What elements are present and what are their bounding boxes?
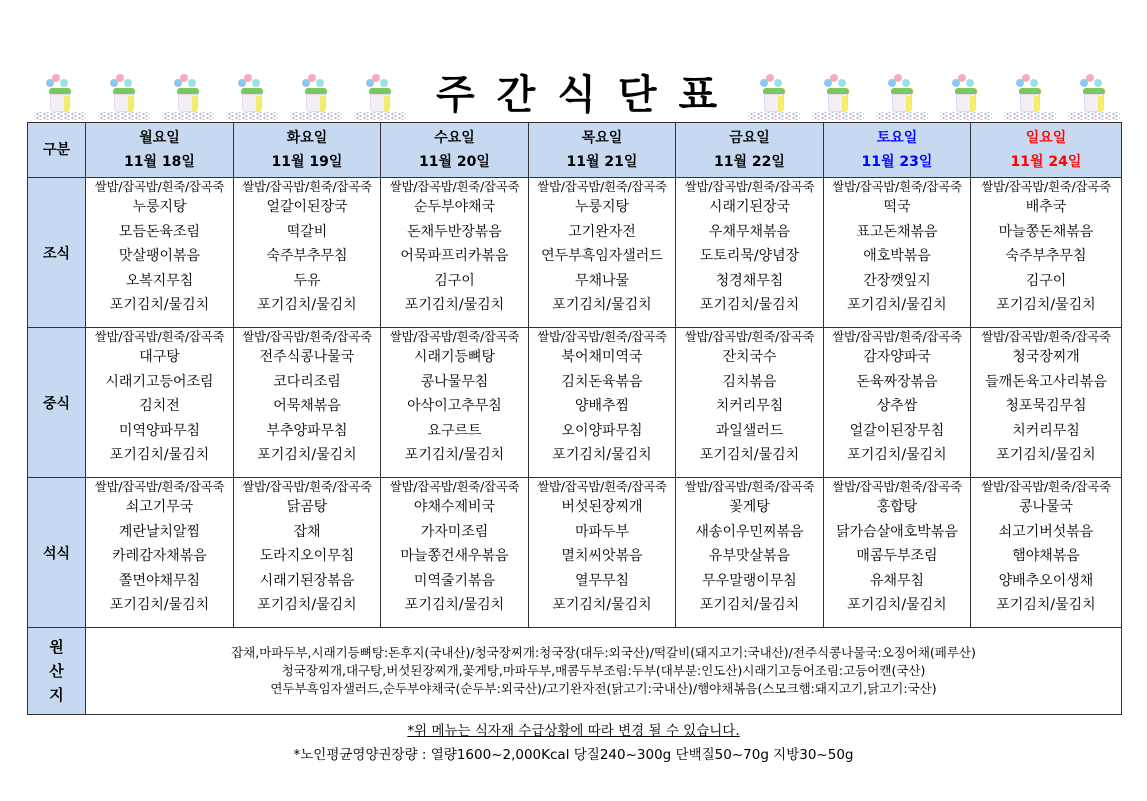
origin-line: 연두부흑임자샐러드,순두부야채국(순두부:외국산)/고기완자전(닭고기:국내산)/햄야채볶음(스모크햄:돼지고기,닭고기:국산) (270, 681, 937, 696)
meal-cell-tue (234, 328, 381, 478)
date-label: 11월 21일 (566, 154, 638, 170)
dish-item: 마늘쫑건새우볶음 (400, 548, 509, 564)
meal-cell-sat (824, 178, 971, 328)
dish-item: 포기김치/물김치 (404, 447, 505, 463)
dish-item: 고기완자전 (568, 223, 636, 240)
weekly-menu-table (27, 122, 1122, 715)
meal-cell-wed (381, 178, 529, 328)
dish-item: 어묵채볶음 (273, 398, 341, 414)
day-header-mon (86, 123, 234, 178)
staple-options: 쌀밥/잡곡밥/흰죽/잡곡죽 (242, 179, 372, 194)
dish-item: 떡갈비 (286, 223, 328, 240)
flower-decoration-right (742, 66, 1126, 122)
dish-item: 청경채무침 (715, 272, 784, 289)
dish-item: 미역줄기볶음 (413, 572, 496, 589)
meal-cell-wed (381, 478, 529, 628)
date-label: 11월 18일 (124, 154, 195, 170)
staple-options: 쌀밥/잡곡밥/흰죽/잡곡죽 (389, 479, 520, 494)
flower-decoration-left (28, 66, 412, 122)
dish-item: 포기김치/물김치 (552, 447, 652, 463)
dish-item: 미역양파무침 (118, 422, 201, 439)
flower-pot-icon (870, 66, 934, 122)
flower-pot-icon (92, 66, 156, 122)
day-header-thu (529, 123, 676, 178)
dish-item: 포기김치/물김치 (699, 597, 800, 613)
dish-item: 새송이우민찌볶음 (695, 523, 804, 540)
menu-change-notice: *위 메뉴는 식자재 수급상황에 따라 변경 될 수 있습니다. (407, 723, 740, 739)
dish-item: 유부맛살볶음 (708, 548, 791, 564)
meal-cell-sat (824, 478, 971, 628)
day-header-wed (381, 123, 529, 178)
dish-item: 양배추오이생채 (998, 572, 1094, 589)
dish-item: 떡국 (883, 199, 911, 215)
staple-options: 쌀밥/잡곡밥/흰죽/잡곡죽 (832, 329, 962, 344)
staple-options: 쌀밥/잡곡밥/흰죽/잡곡죽 (684, 329, 815, 344)
dish-item: 얼갈이된장무침 (849, 422, 945, 439)
origin-line: 청국장찌개,대구탕,버섯된장찌개,꽃게탕,마파두부,매콤두부조림:두부(대부분:인도산)시래기고등어조림:고등어캔(국산) (281, 663, 926, 678)
dish-item: 순두부야채국 (413, 199, 496, 215)
dish-item: 북어채미역국 (561, 349, 643, 365)
date-label: 11월 19일 (271, 154, 343, 170)
meal-label: 조식 (28, 178, 86, 328)
weekday-label: 월요일 (139, 130, 180, 146)
dish-item: 포기김치/물김치 (847, 597, 947, 613)
dish-item: 쇠고기무국 (125, 499, 194, 515)
dish-item: 무채나물 (574, 272, 630, 289)
dish-item: 치커리무침 (715, 398, 784, 414)
dish-item: 김구이 (434, 272, 475, 289)
meal-cell-fri (676, 328, 824, 478)
dish-item: 포기김치/물김치 (996, 297, 1096, 313)
weekday-label: 금요일 (729, 130, 770, 146)
flower-pot-icon (806, 66, 870, 122)
dish-item: 치커리무침 (1012, 422, 1080, 439)
staple-options: 쌀밥/잡곡밥/흰죽/잡곡죽 (537, 479, 667, 494)
dish-item: 닭가슴살애호박볶음 (836, 523, 958, 540)
dish-item: 홍합탕 (876, 499, 918, 515)
dish-item: 포기김치/물김치 (699, 297, 800, 313)
dish-item: 배추국 (1025, 199, 1067, 215)
flower-pot-icon (28, 66, 92, 122)
dish-item: 시래기된장볶음 (259, 572, 355, 589)
meal-cell-thu (529, 178, 676, 328)
origin-label (28, 628, 86, 715)
dish-item: 포기김치/물김치 (699, 447, 800, 463)
dish-item: 요구르트 (427, 422, 482, 439)
meal-rows (28, 178, 1122, 628)
dish-item: 콩나물무침 (420, 373, 489, 390)
dish-item: 김치볶음 (722, 373, 777, 390)
meal-cell-sat (824, 328, 971, 478)
dish-item: 돈채두반장볶음 (407, 223, 502, 240)
staple-options: 쌀밥/잡곡밥/흰죽/잡곡죽 (94, 179, 225, 194)
staple-options: 쌀밥/잡곡밥/흰죽/잡곡죽 (981, 329, 1111, 344)
dish-item: 포기김치/물김치 (404, 297, 505, 313)
date-label: 11월 22일 (714, 154, 785, 170)
dish-item: 햄야채볶음 (1012, 548, 1080, 564)
dish-item: 청포묵김무침 (1005, 398, 1087, 414)
dish-item: 아삭이고추무침 (407, 398, 502, 414)
dish-item: 우채무채볶음 (708, 223, 791, 240)
dish-item: 연두부흑임자샐러드 (541, 248, 663, 264)
page-title: 주간식단표 (436, 72, 740, 118)
dish-item: 청국장찌개 (1012, 349, 1080, 365)
dish-item: 포기김치/물김치 (552, 297, 652, 313)
dish-item: 계란날치알찜 (118, 523, 201, 540)
dish-item: 포기김치/물김치 (996, 447, 1096, 463)
staple-options: 쌀밥/잡곡밥/흰죽/잡곡죽 (242, 329, 372, 344)
flower-pot-icon (220, 66, 284, 122)
weekday-label: 목요일 (581, 130, 623, 146)
staple-options: 쌀밥/잡곡밥/흰죽/잡곡죽 (981, 479, 1111, 494)
staple-options: 쌀밥/잡곡밥/흰죽/잡곡죽 (242, 479, 372, 494)
dish-item: 모듬돈육조림 (118, 223, 201, 240)
dish-item: 시래기된장국 (708, 199, 791, 215)
meal-cell-thu (529, 478, 676, 628)
origin-info (86, 628, 1122, 715)
dish-item: 두유 (293, 272, 321, 289)
meal-row (28, 478, 1122, 628)
day-header-sun (971, 123, 1122, 178)
staple-options: 쌀밥/잡곡밥/흰죽/잡곡죽 (94, 329, 225, 344)
dish-item: 돈육짜장볶음 (856, 373, 938, 390)
flower-pot-icon (934, 66, 998, 122)
dish-item: 시래기고등어조림 (105, 373, 214, 390)
dish-item: 오이양파무침 (561, 422, 643, 439)
dish-item: 대구탕 (139, 349, 180, 365)
meal-cell-sun (971, 328, 1122, 478)
weekday-label: 화요일 (286, 130, 328, 146)
dish-item: 얼갈이된장국 (266, 199, 348, 215)
staple-options: 쌀밥/잡곡밥/흰죽/잡곡죽 (537, 179, 667, 194)
staple-options: 쌀밥/잡곡밥/흰죽/잡곡죽 (684, 479, 815, 494)
dish-item: 도토리묵/양념장 (699, 248, 800, 264)
dish-item: 간장깻잎지 (863, 272, 931, 289)
nutrition-guideline: *노인평균영양권장량 : 열량1600~2,000Kcal 당질240~300g 단백질50~70g 지방30~50g (293, 747, 854, 763)
staple-options: 쌀밥/잡곡밥/흰죽/잡곡죽 (684, 179, 815, 194)
date-label: 11월 23일 (861, 154, 933, 170)
staple-options: 쌀밥/잡곡밥/흰죽/잡곡죽 (389, 179, 520, 194)
dish-item: 포기김치/물김치 (996, 597, 1096, 613)
weekday-label: 수요일 (434, 130, 475, 146)
dish-item: 포기김치/물김치 (404, 597, 505, 613)
dish-item: 부추양파무침 (266, 422, 348, 439)
staple-options: 쌀밥/잡곡밥/흰죽/잡곡죽 (981, 179, 1111, 194)
dish-item: 꽃게탕 (729, 499, 770, 515)
dish-item: 맛살팽이볶음 (118, 248, 201, 264)
dish-item: 도라지오이무침 (259, 548, 355, 564)
dish-item: 포기김치/물김치 (109, 297, 210, 313)
origin-label-char: 산 (49, 662, 64, 680)
meal-row (28, 328, 1122, 478)
dish-item: 감자양파국 (863, 349, 931, 365)
dish-item: 숙주부추무침 (266, 248, 348, 264)
dish-item: 시래기등뼈탕 (413, 349, 496, 365)
meal-cell-mon (86, 328, 234, 478)
dish-item: 포기김치/물김치 (847, 447, 947, 463)
dish-item: 카레감자채볶음 (112, 548, 207, 564)
meal-cell-wed (381, 328, 529, 478)
dish-item: 잔치국수 (722, 349, 777, 365)
dish-item: 포기김치/물김치 (257, 597, 357, 613)
dish-item: 누룽지탕 (574, 199, 630, 215)
dish-item: 상추쌈 (876, 398, 918, 414)
dish-item: 누룽지탕 (132, 199, 187, 215)
dish-item: 숙주부추무침 (1005, 248, 1087, 264)
date-label: 11월 20일 (419, 154, 490, 170)
meal-cell-sun (971, 478, 1122, 628)
day-header-sat (824, 123, 971, 178)
flower-pot-icon (1062, 66, 1126, 122)
staple-options: 쌀밥/잡곡밥/흰죽/잡곡죽 (832, 479, 962, 494)
dish-item: 애호박볶음 (863, 248, 931, 264)
origin-line: 잡채,마파두부,시래기등뼈탕:돈후지(국내산)/청국장찌개:청국장(대두:외국산)/떡갈비(돼지고기:국내산)/전주식콩나물국:오징어채(페루산) (231, 645, 976, 660)
dish-item: 전주식콩나물국 (259, 349, 355, 365)
staple-options: 쌀밥/잡곡밥/흰죽/잡곡죽 (537, 329, 667, 344)
dish-item: 김치돈육볶음 (561, 373, 643, 390)
staple-options: 쌀밥/잡곡밥/흰죽/잡곡죽 (389, 329, 520, 344)
dish-item: 포기김치/물김치 (552, 597, 652, 613)
meal-label: 석식 (28, 478, 86, 628)
dish-item: 쫄면야채무침 (118, 572, 201, 589)
dish-item: 야채수제비국 (413, 499, 496, 515)
dish-item: 마늘쫑돈채볶음 (998, 223, 1094, 240)
meal-label: 중식 (28, 328, 86, 478)
meal-cell-mon (86, 178, 234, 328)
origin-label-char: 원 (49, 638, 64, 656)
meal-cell-fri (676, 478, 824, 628)
header-row (28, 123, 1122, 178)
dish-item: 표고돈채볶음 (856, 223, 938, 240)
origin-row (28, 628, 1122, 715)
dish-item: 포기김치/물김치 (109, 597, 210, 613)
dish-item: 쇠고기버섯볶음 (998, 523, 1094, 540)
dish-item: 마파두부 (574, 523, 630, 540)
date-label: 11월 24일 (1010, 154, 1082, 170)
weekday-label: 일요일 (1025, 130, 1067, 146)
dish-item: 김치전 (139, 398, 180, 414)
flower-pot-icon (742, 66, 806, 122)
meal-cell-fri (676, 178, 824, 328)
dish-item: 포기김치/물김치 (257, 447, 357, 463)
meal-cell-mon (86, 478, 234, 628)
flower-pot-icon (284, 66, 348, 122)
dish-item: 김구이 (1025, 272, 1067, 289)
meal-cell-tue (234, 178, 381, 328)
dish-item: 오복지무침 (125, 272, 194, 289)
dish-item: 포기김치/물김치 (257, 297, 357, 313)
dish-item: 멸치씨앗볶음 (561, 548, 643, 564)
origin-label-char: 지 (49, 686, 64, 704)
meal-cell-tue (234, 478, 381, 628)
category-header: 구분 (28, 123, 86, 178)
dish-item: 포기김치/물김치 (847, 297, 947, 313)
staple-options: 쌀밥/잡곡밥/흰죽/잡곡죽 (832, 179, 962, 194)
title-band (28, 66, 1120, 122)
dish-item: 포기김치/물김치 (109, 447, 210, 463)
dish-item: 버섯된장찌개 (561, 499, 643, 515)
day-header-tue (234, 123, 381, 178)
meal-cell-thu (529, 328, 676, 478)
day-header-fri (676, 123, 824, 178)
staple-options: 쌀밥/잡곡밥/흰죽/잡곡죽 (94, 479, 225, 494)
dish-item: 열무무침 (574, 572, 630, 589)
dish-item: 무우말랭이무침 (702, 572, 797, 589)
dish-item: 잡채 (293, 523, 321, 540)
dish-item: 양배추찜 (574, 398, 630, 414)
flower-pot-icon (998, 66, 1062, 122)
dish-item: 들깨돈육고사리볶음 (985, 373, 1107, 390)
dish-item: 콩나물국 (1018, 499, 1074, 515)
dish-item: 가자미조림 (420, 523, 489, 540)
flower-pot-icon (156, 66, 220, 122)
dish-item: 매콤두부조림 (856, 548, 938, 564)
dish-item: 유채무침 (869, 572, 925, 589)
dish-item: 코다리조림 (273, 373, 341, 390)
dish-item: 어묵파프리카볶음 (400, 248, 509, 264)
weekday-label: 토요일 (876, 130, 918, 146)
flower-pot-icon (348, 66, 412, 122)
meal-row (28, 178, 1122, 328)
dish-item: 과일샐러드 (715, 422, 784, 439)
dish-item: 닭곰탕 (286, 499, 328, 515)
meal-cell-sun (971, 178, 1122, 328)
